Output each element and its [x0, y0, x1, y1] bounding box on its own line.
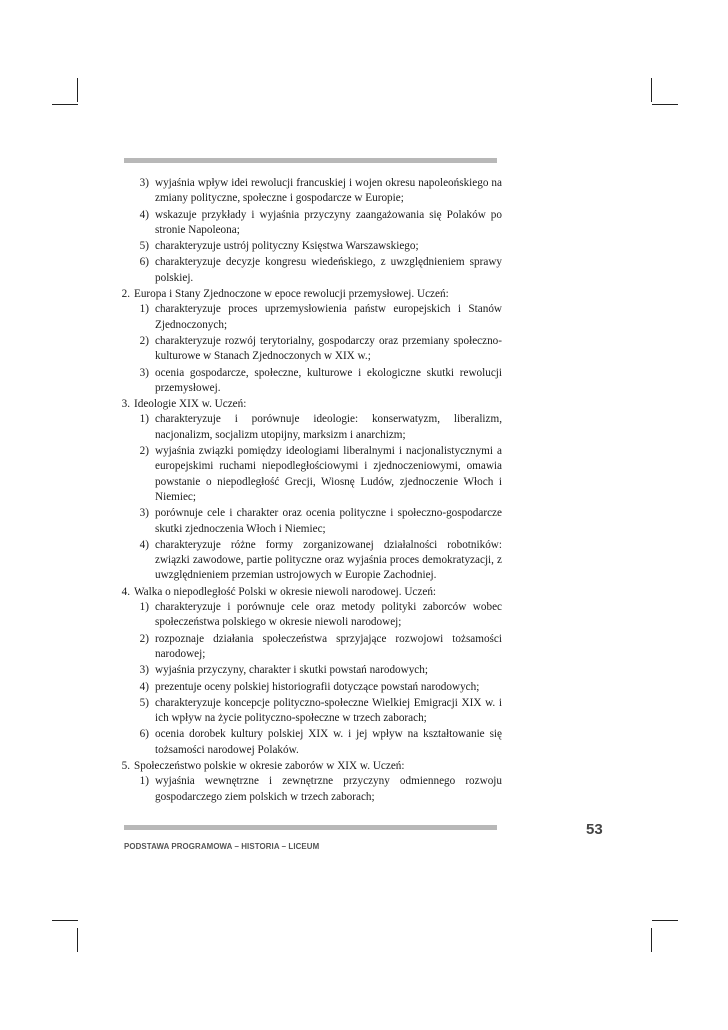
list-item-text: charakteryzuje ustrój polityczny Księstwa Warszawskiego;	[155, 240, 419, 253]
section-item-list	[129, 600, 502, 758]
section	[116, 287, 502, 396]
section-list	[116, 287, 502, 805]
header-rule	[124, 158, 497, 163]
list-item-text: wskazuje przykłady i wyjaśnia przyczyny zaangażowania się Polaków po stronie Napoleona;	[155, 208, 502, 236]
section-heading	[116, 397, 502, 412]
crop-mark	[652, 920, 678, 921]
footer-rule	[124, 825, 497, 830]
list-item-number: 1)	[139, 601, 149, 614]
section-item-list	[129, 412, 502, 583]
list-item-text: charakteryzuje i porównuje cele oraz metody polityki zaborców wobec społeczeństwa polskiego w okresie niewoli narodowej;	[155, 601, 502, 629]
list-item-text: ocenia dorobek kultury polskiej XIX w. i jej wpływ na kształtowanie się tożsamości narodowej Polaków.	[155, 728, 502, 756]
section-item-list	[129, 774, 502, 805]
list-item	[129, 444, 502, 505]
section-heading	[116, 287, 502, 302]
crop-mark	[77, 928, 78, 952]
list-item-text: charakteryzuje rozwój terytorialny, gospodarczy oraz przemiany społeczno-kulturowe w Stanach Zjednoczonych w XIX w.;	[155, 334, 502, 363]
list-item-number: 4)	[139, 680, 149, 693]
crop-mark	[651, 78, 652, 102]
list-item	[129, 412, 502, 443]
list-item-number: 3)	[139, 366, 149, 379]
list-item-text: charakteryzuje różne formy zorganizowanej działalności robotników: związki zawodowe, partie polityczne oraz wyjaśnia proces demokratyzacji, z uwzględnieniem przemian ustrojowych w Europie Zachodniej.	[155, 538, 502, 582]
list-item-text: charakteryzuje koncepcje polityczno-społeczne Wielkiej Emigracji XIX w. i ich wpływ na życie polityczno-społeczne w trzech zaborach;	[155, 696, 502, 725]
section	[116, 759, 502, 805]
list-item-text: porównuje cele i charakter oraz ocenia polityczne i społeczno-gospodarcze skutki zjednoczenia Włoch i Niemiec;	[155, 507, 502, 535]
section-heading-number: 4.	[121, 585, 130, 598]
list-item	[129, 334, 502, 365]
crop-mark	[52, 920, 78, 921]
list-item	[129, 239, 502, 254]
section-item-list	[129, 302, 502, 396]
list-item	[129, 663, 502, 678]
section	[116, 397, 502, 584]
crop-mark	[651, 928, 652, 952]
list-item-text: charakteryzuje proces uprzemysłowienia państw europejskich i Stanów Zjednoczonych;	[155, 303, 502, 331]
list-item-number: 4)	[139, 208, 149, 221]
list-item	[129, 727, 502, 758]
list-item-number: 5)	[139, 240, 149, 253]
list-item-text: wyjaśnia związki pomiędzy ideologiami liberalnymi i nacjonalistycznymi a europejskimi ruchami niepodległościowymi i zjednoczeniowymi, omawia powstanie o niepodległość Grecji, Wiosnę Ludów, zjednoczenie Włoch i Niemiec;	[155, 445, 502, 503]
list-item	[129, 680, 502, 695]
continued-item-list	[129, 176, 502, 286]
list-item-number: 3)	[139, 507, 149, 520]
list-item	[129, 176, 502, 207]
list-item	[129, 366, 502, 397]
list-item-number: 1)	[139, 775, 149, 788]
section-heading	[116, 585, 502, 600]
list-item-number: 6)	[139, 256, 149, 269]
list-item	[129, 774, 502, 805]
page-number: 53	[586, 821, 603, 838]
list-item	[129, 538, 502, 584]
section-heading-text: Europa i Stany Zjednoczone w epoce rewolucji przemysłowej. Uczeń:	[134, 288, 449, 301]
list-item	[129, 696, 502, 727]
list-item-number: 3)	[139, 664, 149, 677]
list-item	[129, 632, 502, 663]
section	[116, 585, 502, 758]
crop-mark	[77, 78, 78, 102]
list-item-text: rozpoznaje działania społeczeństwa sprzyjające rozwojowi tożsamości narodowej;	[155, 632, 502, 660]
list-item-number: 2)	[139, 334, 149, 347]
list-item-number: 1)	[139, 413, 149, 426]
list-item-text: wyjaśnia wpływ idei rewolucji francuskiej i wojen okresu napoleońskiego na zmiany polityczne, społeczne i gospodarcze w Europie;	[155, 177, 502, 205]
list-item-number: 6)	[139, 728, 149, 741]
section-heading-number: 5.	[121, 759, 130, 772]
list-item-text: prezentuje oceny polskiej historiografii dotyczące powstań narodowych;	[155, 680, 480, 693]
list-item-number: 5)	[139, 696, 149, 709]
crop-mark	[52, 104, 78, 105]
list-item	[129, 302, 502, 333]
list-item-text: charakteryzuje decyzje kongresu wiedeńskiego, z uwzględnieniem sprawy polskiej.	[155, 256, 502, 284]
list-item-number: 4)	[139, 538, 149, 551]
list-item-text: ocenia gospodarcze, społeczne, kulturowe i ekologiczne skutki rewolucji przemysłowej.	[155, 366, 502, 394]
list-item-number: 1)	[139, 303, 149, 316]
list-item	[129, 600, 502, 631]
list-item-number: 2)	[139, 632, 149, 645]
section-heading-text: Społeczeństwo polskie w okresie zaborów w XIX w. Uczeń:	[134, 759, 405, 772]
continued-section	[116, 176, 502, 286]
list-item-number: 3)	[139, 177, 149, 189]
list-item-text: wyjaśnia wewnętrzne i zewnętrzne przyczyny odmiennego rozwoju gospodarczego ziem polskich w trzech zaborach;	[155, 775, 502, 803]
list-item	[129, 255, 502, 286]
crop-mark	[652, 104, 678, 105]
section-heading	[116, 759, 502, 774]
list-item	[129, 208, 502, 239]
footer-title: PODSTAWA PROGRAMOWA – HISTORIA – LICEUM	[124, 841, 320, 851]
list-item	[129, 506, 502, 537]
section-heading-number: 2.	[121, 288, 130, 301]
list-item-number: 2)	[139, 445, 149, 458]
page-content	[116, 176, 502, 806]
list-item-text: wyjaśnia przyczyny, charakter i skutki powstań narodowych;	[155, 664, 428, 677]
section-heading-text: Ideologie XIX w. Uczeń:	[134, 398, 247, 411]
section-heading-text: Walka o niepodległość Polski w okresie niewoli narodowej. Uczeń:	[134, 585, 437, 598]
section-heading-number: 3.	[121, 398, 130, 411]
list-item-text: charakteryzuje i porównuje ideologie: konserwatyzm, liberalizm, nacjonalizm, socjalizm utopijny, marksizm i anarchizm;	[155, 413, 502, 441]
